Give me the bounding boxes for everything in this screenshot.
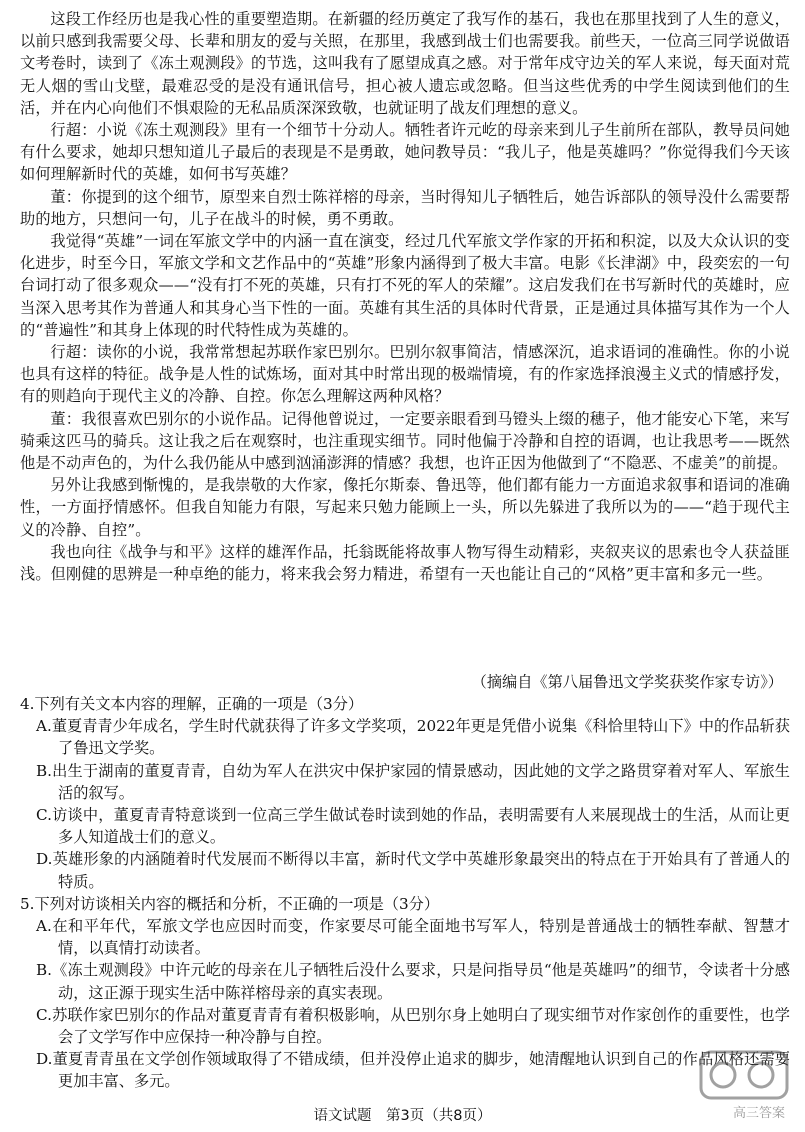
source-citation: （摘编自《第八届鲁迅文学奖获奖作家专访》） <box>471 673 783 691</box>
paragraph: 董：我很喜欢巴别尔的小说作品。记得他曾说过，一定要亲眼看到马镫头上缀的穗子，他才能安心下笔，来写骑乘这匹马的骑兵。这让我之后在观察时，也注重现实细节。同时他偏于冷静和自控的语调，也让我思考——既然他是不动声色的，为什么我仍能从中感到汹涌澎湃的情感？我想，也许正因为他做到了“不隐恶、不虚美”的前提。 <box>20 409 790 473</box>
paragraph: 另外让我感到惭愧的，是我崇敬的大作家，像托尔斯泰、鲁迅等，他们都有能力一方面追求叙事和语词的准确性，一方面抒情感怀。但我自知能力有限，写起来只勉力能顾上一头，所以先躲进了我所以为的——“趋于现代主义的冷静、自控”。 <box>20 476 790 539</box>
option-c: C.访谈中，董夏青青特意谈到一位高三学生做试卷时读到她的作品，表明需要有人来展现战士的生活，从而让更多人知道战士们的意义。 <box>36 806 790 847</box>
paragraph: 董：你提到的这个细节，原型来自烈士陈祥榕的母亲，当时得知儿子牺牲后，她告诉部队的领导没什么需要帮助的地方，只想问一句，儿子在战斗的时候，勇不勇敢。 <box>20 187 790 228</box>
paragraph: 我也向往《战争与和平》这样的雄浑作品，托翁既能将故事人物写得生动精彩，夹叙夹议的思索也令人获益匪浅。但刚健的思辨是一种卓绝的能力，将来我会努力精进，希望有一天也能让自己的“风格”更丰富和多元一些。 <box>20 542 790 584</box>
question-stem: 5.下列对访谈相关内容的概括和分析，不正确的一项是（3分） <box>20 894 440 913</box>
paragraph: 行超：小说《冻土观测段》里有一个细节十分动人。牺牲者许元屹的母亲来到儿子生前所在部队，教导员问她有什么要求，她却只想知道儿子最后的表现是不是勇敢，她问教导员：“我儿子，他是英雄吗？”你觉得我们今天该如何理解新时代的英雄，如何书写英雄？ <box>20 121 790 184</box>
questions-section <box>20 693 790 1093</box>
question-4 <box>20 693 790 893</box>
option-c: C.苏联作家巴别尔的作品对董夏青青有着积极影响，从巴别尔身上她明白了现实细节对作家创作的重要性，也学会了文学写作中应保持一种冷静与自控。 <box>36 1005 790 1047</box>
interview-text <box>20 8 790 585</box>
paragraph: 这段工作经历也是我心性的重要塑造期。在新疆的经历奠定了我写作的基石，我也在那里找到了人生的意义，以前只感到我需要父母、长辈和朋友的爱与关照，在那里，我感到战士们也需要我。前些天，一位高三同学说做语文考卷时，读到了《冻土观测段》的节选，这叫我有了愿望成真之感。对于常年戍守边关的军人来说，每天面对荒无人烟的雪山戈壁，最难忍受的是没有通讯信号，担心被人遗忘或忽略。但当这些优秀的中学生阅读到他们的生活，并在内心向他们不惧艰险的无私品质深深致敬，也就证明了战友们理想的意义。 <box>20 10 790 117</box>
option-b: B.《冻土观测段》中许元屹的母亲在儿子牺牲后没什么要求，只是问指导员“他是英雄吗”的细节，令读者十分感动，这正源于现实生活中陈祥榕母亲的真实表现。 <box>36 961 790 1002</box>
option-a: A.在和平年代，军旅文学也应因时而变，作家要尽可能全面地书写军人，特别是普通战士的牺牲奉献、智慧才情，以真情打动读者。 <box>36 917 790 958</box>
option-d: D.董夏青青虽在文学创作领域取得了不错成绩，但并没停止追求的脚步，她清醒地认识到自己的作品风格还需要更加丰富、多元。 <box>36 1050 790 1091</box>
watermark-logo-icon <box>641 1050 791 1102</box>
paragraph: 我觉得“英雄”一词在军旅文学中的内涵一直在演变，经过几代军旅文学作家的开拓和积淀，以及大众认识的变化进步，时至今日，军旅文学和文艺作品中的“英雄”形象内涵得到了极大丰富。电影《长津湖》中，段奕宏的一句台词打动了很多观众——“没有打不死的英雄，只有打不死的军人的荣耀”。这启发我们在书写新时代的英雄时，应当深入思考其作为普通人和其身心当下性的一面。英雄有其生活的具体时代背景，正是通过具体描写其作为一个人的“普遍性”和其身上体现的时代特性成为英雄的。 <box>20 232 790 339</box>
watermark-account: 高三答案 <box>732 1106 785 1121</box>
option-d: D.英雄形象的内涵随着时代发展而不断得以丰富，新时代文学中英雄形象最突出的特点在于开始具有了普通人的特质。 <box>36 850 790 891</box>
option-a: A.董夏青青少年成名，学生时代就获得了许多文学奖项，2022年更是凭借小说集《科恰里特山下》中的作品斩获了鲁迅文学奖。 <box>36 717 790 758</box>
page-footer: 语文试题 第3页（共8页） <box>313 1108 492 1124</box>
question-stem: 4.下列有关文本内容的理解，正确的一项是（3分） <box>20 695 364 713</box>
paragraph: 行超：读你的小说，我常常想起苏联作家巴别尔。巴别尔叙事简洁，情感深沉，追求语词的准确性。你的小说也具有这样的特征。战争是人性的试炼场，面对其中时常出现的极端情境，有的作家选择浪漫主义式的情感抒发，有的则趋向于现代主义的冷静、自控。你怎么理解这两种风格？ <box>20 343 790 406</box>
option-b: B.出生于湖南的董夏青青，自幼为军人在洪灾中保护家园的情景感动，因此她的文学之路贯穿着对军人、军旅生活的叙写。 <box>36 761 790 802</box>
